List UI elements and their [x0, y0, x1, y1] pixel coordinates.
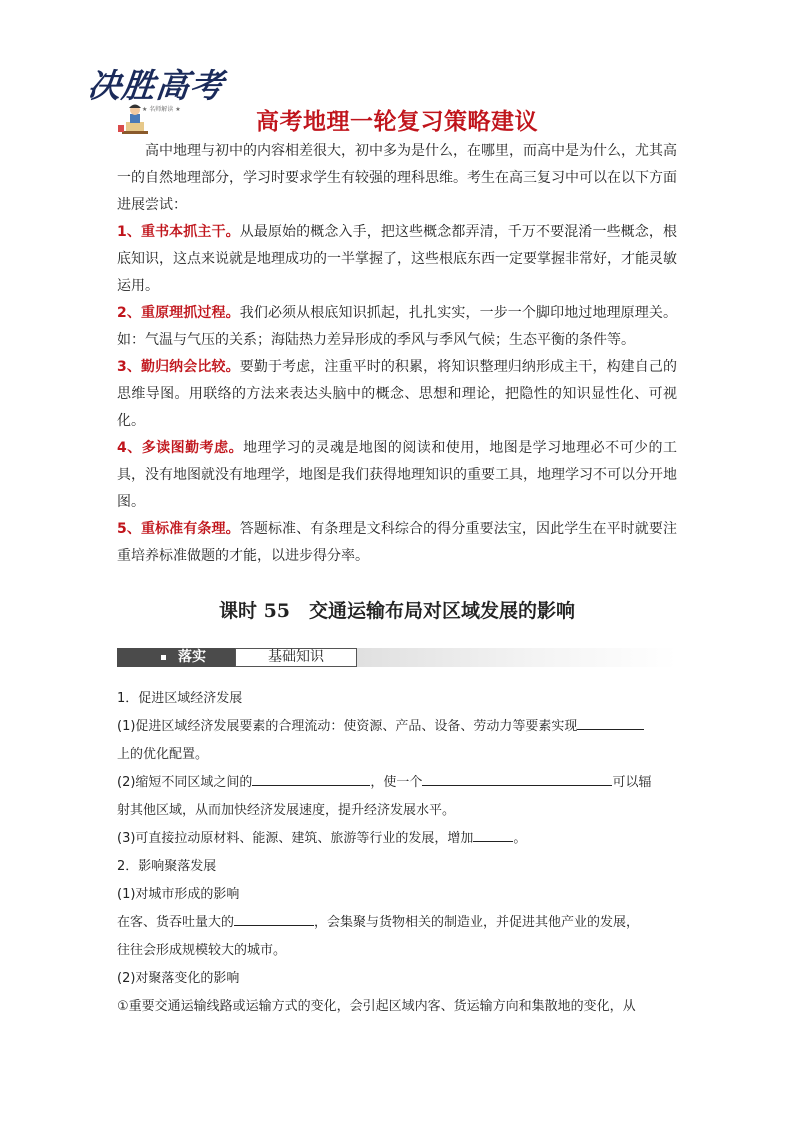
tip-label: 4、多读图勤考虑。 — [117, 440, 244, 456]
logo-subtitle: ★ 名师解读 ★ — [142, 106, 181, 113]
answer-blank[interactable] — [577, 715, 644, 730]
answer-blank[interactable] — [252, 771, 370, 786]
logo-text: 决胜高考 — [85, 66, 226, 105]
subheading-2: (2)对聚落变化的影响 — [117, 971, 240, 986]
line-2-3: ①重要交通运输线路或运输方式的变化，会引起区域内客、货运输方向和集散地的变化，从 — [117, 999, 636, 1014]
tip-3 — [117, 354, 677, 435]
section-tag — [117, 648, 235, 667]
tip-4 — [117, 435, 677, 516]
tip-label: 2、重原理抓过程。 — [117, 305, 240, 321]
text: 在客、货吞吐量大的 — [117, 915, 235, 930]
page-title: 高考地理一轮复习策略建议 — [256, 109, 538, 135]
tip-text: 地理学习的灵魂是地图的阅读和使用，地图是学习地理必不可少的工具，没有地图就没有地理学，地图是我们获得地理知识的重要工具，地理学习不可以分开地图。 — [117, 440, 678, 510]
text: (1)促进区域经济发展要素的合理流动：使资源、产品、设备、劳动力等要素实现 — [117, 719, 578, 734]
text: ，会集聚与货物相关的制造业，并促进其他产业的发展， — [314, 915, 640, 930]
text: (3)可直接拉动原材料、能源、建筑、旅游等行业的发展，增加 — [117, 831, 474, 846]
intro-text: 高中地理与初中的内容相差很大，初中多为是什么，在哪里，而高中是为什么，尤其高一的自然地理部分，学习时要求学生有较强的理科思维。考生在高三复习中可以在以下方面进展尝试： — [117, 143, 677, 213]
tip-2 — [117, 300, 677, 354]
answer-blank[interactable] — [234, 911, 314, 926]
line-2-1 — [117, 909, 677, 937]
line-1-5 — [117, 825, 677, 853]
tip-1 — [117, 219, 677, 300]
heading-1: 1．促进区域经济发展 — [117, 691, 243, 706]
tip-text: 答题标准、有条理是文科综合的得分重要法宝，因此学生在平时就要注重培养标准做题的才能，以进步得分率。 — [117, 521, 678, 564]
answer-blank[interactable] — [473, 827, 513, 842]
tip-text: 要勤于考虑，注重平时的积累，将知识整理归纳形成主干，构建自己的思维导图。用联络的方法来表达头脑中的概念、思想和理论，把隐性的知识显性化、可视化。 — [117, 359, 678, 429]
tip-text: 我们必须从根底知识抓起，扎扎实实，一步一个脚印地过地理原理关。如：气温与气压的关系；海陆热力差异形成的季风与季风气候；生态平衡的条件等。 — [117, 305, 678, 348]
line-1-4: 射其他区域，从而加快经济发展速度，提升经济发展水平。 — [117, 803, 456, 818]
intro-paragraph — [117, 138, 677, 219]
section-tag-text: 落实 — [178, 649, 206, 665]
content — [117, 685, 677, 1021]
text: ，使一个 — [370, 775, 423, 790]
tip-label: 3、勤归纳会比较。 — [117, 359, 240, 375]
text: (2)缩短不同区域之间的 — [117, 775, 253, 790]
line-1-1 — [117, 713, 677, 741]
tip-text: 从最原始的概念入手，把这些概念都弄清，千万不要混淆一些概念，根底知识，这点来说就是地理成功的一半掌握了，这些根底东西一定要掌握非常好，才能灵敏运用。 — [117, 224, 678, 294]
line-2-2: 往往会形成规模较大的城市。 — [117, 943, 287, 958]
tip-label: 1、重书本抓主干。 — [117, 224, 240, 240]
heading-2: 2．影响聚落发展 — [117, 859, 217, 874]
tip-5 — [117, 516, 677, 570]
text: 。 — [513, 831, 527, 846]
section-label: 基础知识 — [235, 648, 357, 667]
section-bar — [117, 648, 677, 667]
subheading-1: (1)对城市形成的影响 — [117, 887, 240, 902]
answer-blank[interactable] — [422, 771, 612, 786]
text: 可以辐 — [612, 775, 652, 790]
line-1-2: 上的优化配置。 — [117, 747, 209, 762]
line-1-3 — [117, 769, 677, 797]
lesson-title: 课时 55 交通运输布局对区域发展的影响 — [218, 600, 576, 622]
bullet-square-icon — [161, 655, 166, 660]
tip-label: 5、重标准有条理。 — [117, 521, 240, 537]
